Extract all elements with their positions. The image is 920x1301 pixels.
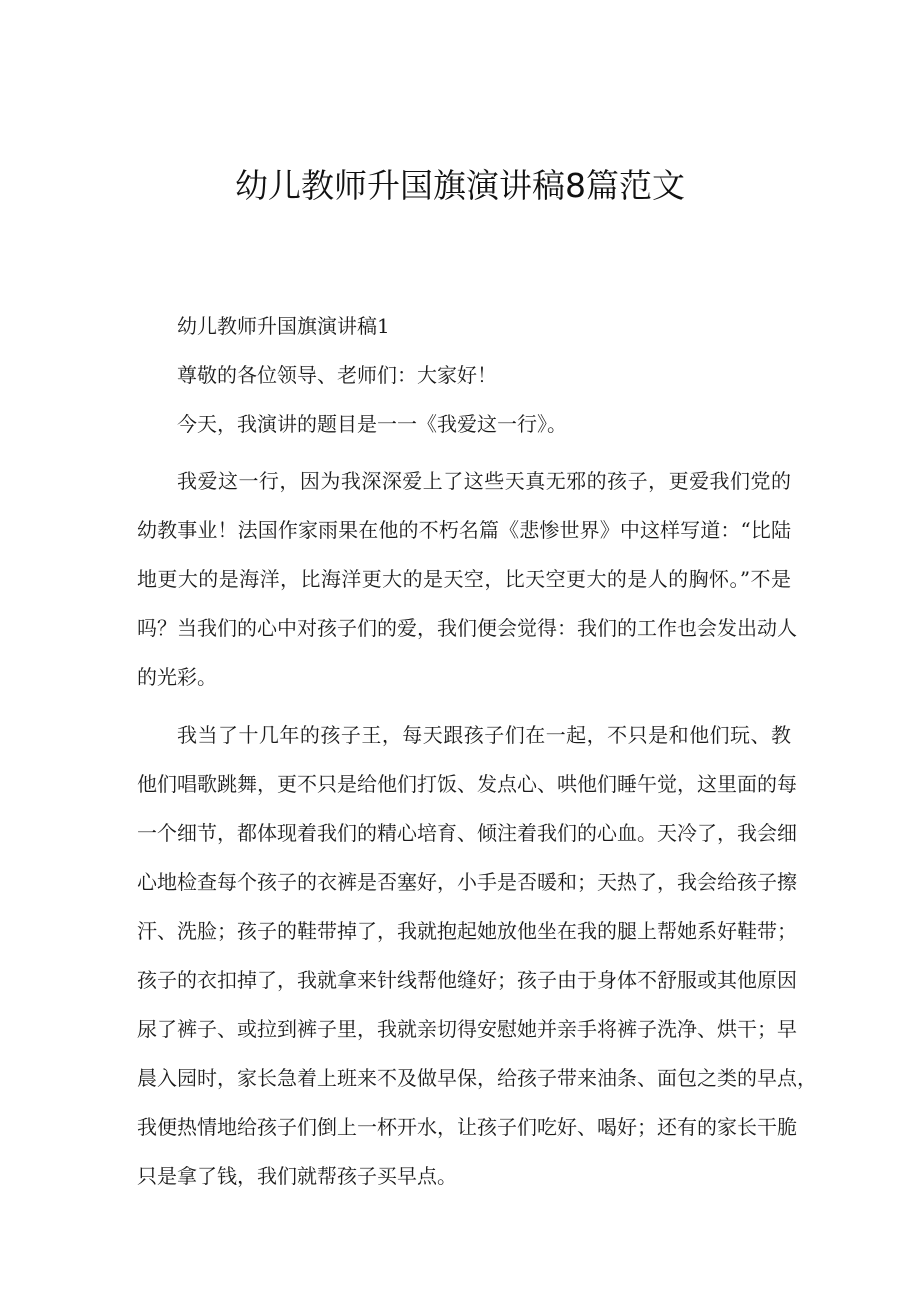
paragraph-2-line: 我当了十几年的孩子王，每天跟孩子们在一起，不只是和他们玩、教 — [177, 723, 791, 747]
paragraph-2-line: 晨入园时，家长急着上班来不及做早保，给孩子带来油条、面包之类的早点， — [137, 1066, 817, 1090]
greeting-line: 尊敬的各位领导、老师们：大家好！ — [177, 363, 497, 387]
paragraph-2-line: 他们唱歌跳舞，更不只是给他们打饭、发点心、哄他们睡午觉，这里面的每 — [137, 772, 797, 796]
section-heading: 幼儿教师升国旗演讲稿1 — [177, 314, 390, 338]
paragraph-2-line: 心地检查每个孩子的衣裤是否塞好，小手是否暖和；天热了，我会给孩子擦 — [137, 870, 797, 894]
paragraph-2-line: 汗、洗脸；孩子的鞋带掉了，我就抱起她放他坐在我的腿上帮她系好鞋带； — [137, 919, 797, 943]
speech-topic-line: 今天，我演讲的题目是一一《我爱这一行》。 — [177, 412, 567, 436]
paragraph-2-line: 一个细节，都体现着我们的精心培育、倾注着我们的心血。天冷了，我会细 — [137, 821, 797, 845]
paragraph-2-line: 只是拿了钱，我们就帮孩子买早点。 — [137, 1164, 457, 1188]
paragraph-1-line: 幼教事业！法国作家雨果在他的不朽名篇《悲惨世界》中这样写道：“比陆 — [137, 518, 791, 542]
paragraph-2 — [137, 711, 817, 1201]
paragraph-1-line: 的光彩。 — [137, 665, 217, 689]
paragraph-2-line: 孩子的衣扣掉了，我就拿来针线帮他缝好；孩子由于身体不舒服或其他原因 — [137, 968, 797, 992]
paragraph-1-line: 地更大的是海洋，比海洋更大的是天空，比天空更大的是人的胸怀。”不是 — [137, 567, 791, 591]
paragraph-2-line: 尿了裤子、或拉到裤子里，我就亲切得安慰她并亲手将裤子洗净、烘干；早 — [137, 1017, 797, 1041]
paragraph-1 — [137, 457, 797, 702]
paragraph-1-line: 我爱这一行，因为我深深爱上了这些天真无邪的孩子，更爱我们党的 — [177, 469, 791, 493]
paragraph-2-line: 我便热情地给孩子们倒上一杯开水，让孩子们吃好、喝好；还有的家长干脆 — [137, 1115, 797, 1139]
paragraph-1-line: 吗？当我们的心中对孩子们的爱，我们便会觉得：我们的工作也会发出动人 — [137, 616, 797, 640]
document-title: 幼儿教师升国旗演讲稿8篇范文 — [235, 166, 685, 205]
document-body — [137, 304, 817, 1210]
